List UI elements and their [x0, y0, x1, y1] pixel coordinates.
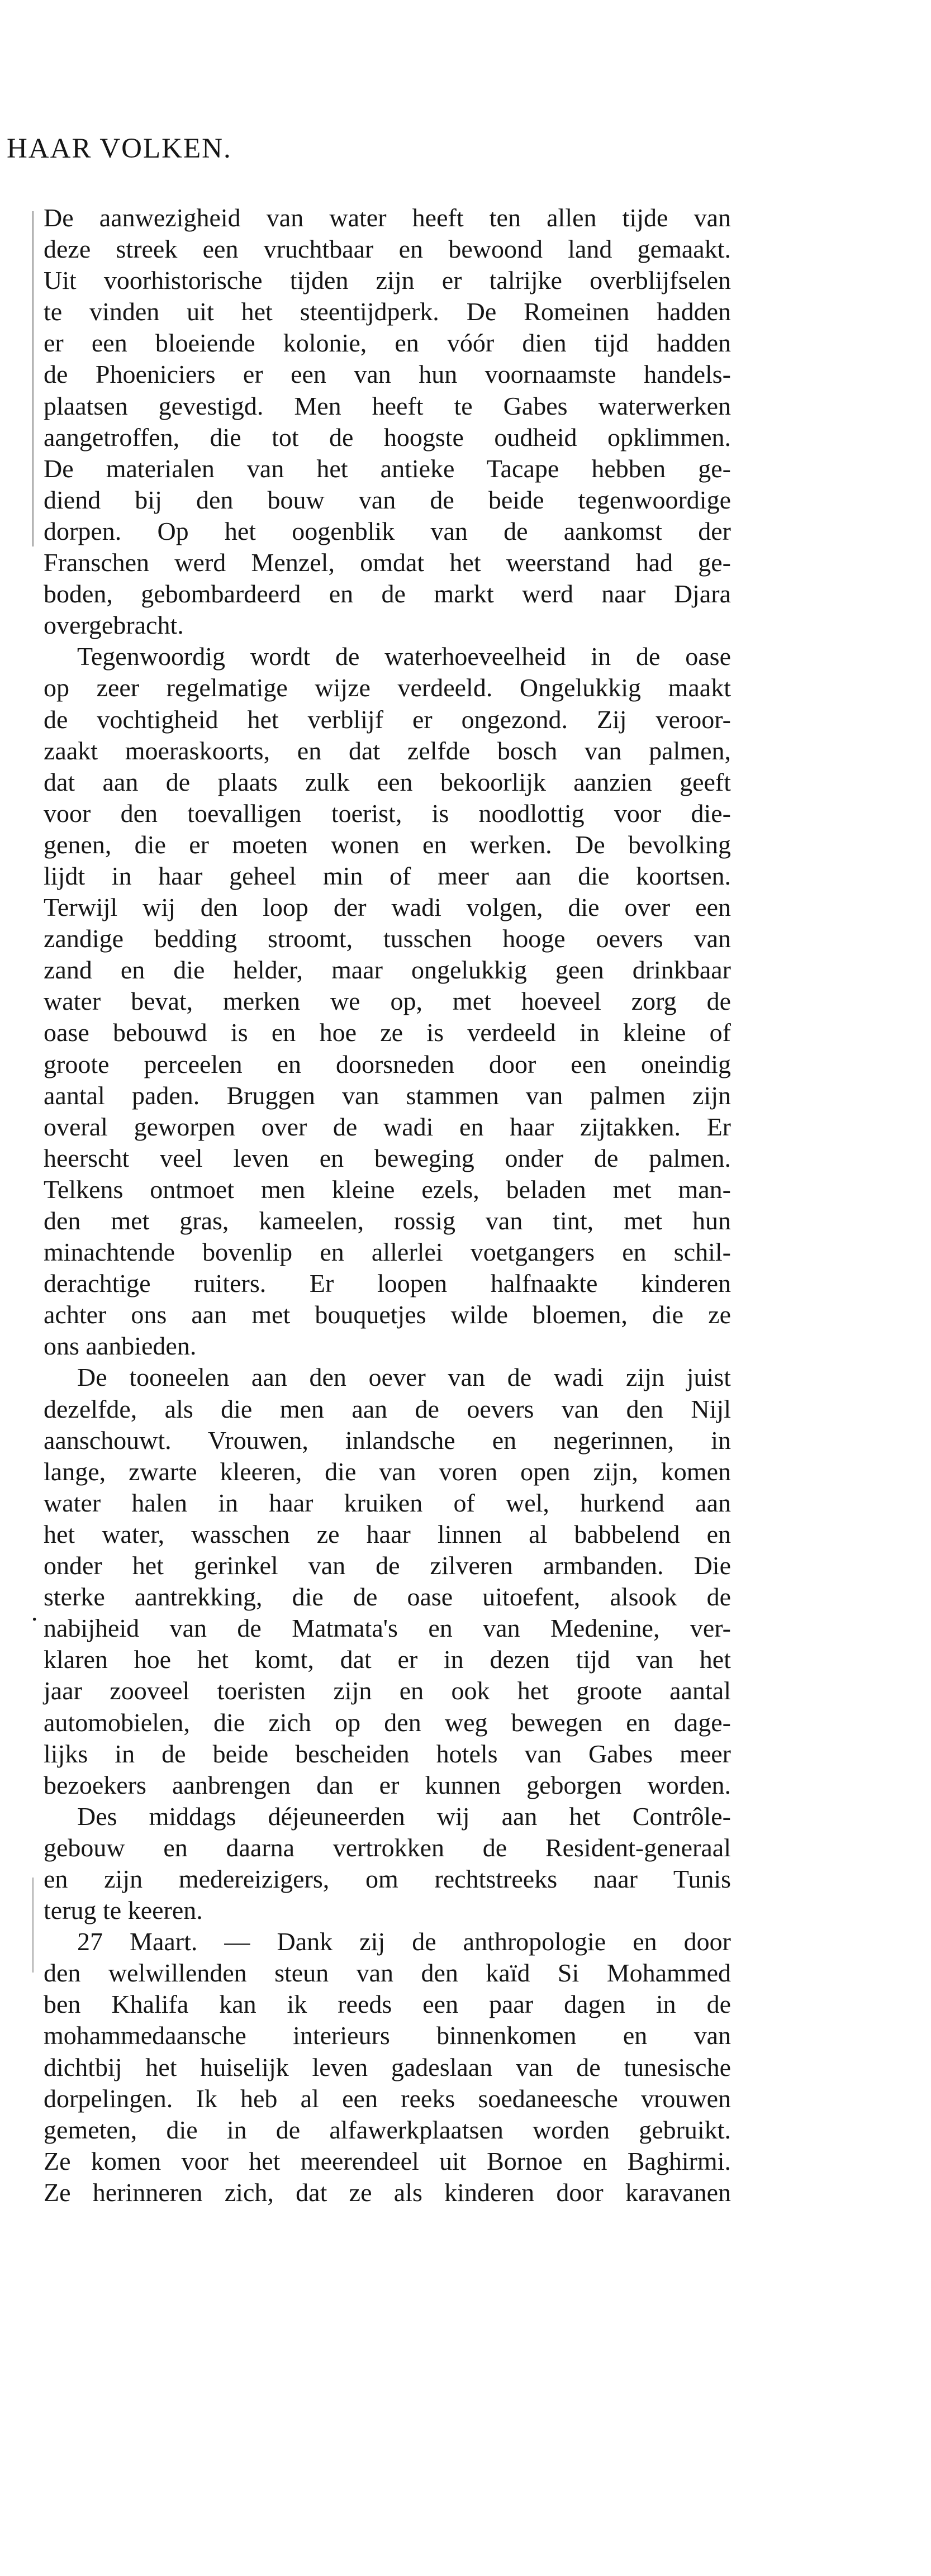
text-line: aangetroffen, die tot de hoogste oudheid opklimmen. — [44, 422, 731, 451]
text-line: gebouw en daarna vertrokken de Resident-generaal — [44, 1833, 731, 1862]
text-line: Ze komen voor het meerendeel uit Bornoe en Baghirmi. — [44, 2146, 731, 2175]
text-line: sterke aantrekking, die de oase uitoefent, alsook de — [44, 1582, 731, 1612]
text-line: aantal paden. Bruggen van stammen van palmen zijn — [44, 1081, 731, 1110]
text-line: genen, die er moeten wonen en werken. De bevolking — [44, 830, 731, 859]
text-line: dichtbij het huiselijk leven gadeslaan van de tunesische — [44, 2052, 731, 2081]
margin-speck: · — [30, 1605, 39, 1633]
text-line: Ze herinneren zich, dat ze als kinderen door karavanen — [44, 2178, 731, 2207]
text-line: plaatsen gevestigd. Men heeft te Gabes waterwerken — [44, 391, 731, 420]
text-line: De tooneelen aan den oever van de wadi zijn juist — [77, 1363, 731, 1392]
text-line: De materialen van het antieke Tacape hebben ge- — [44, 454, 731, 483]
text-line: gemeten, die in de alfawerkplaatsen worden gebruikt. — [44, 2115, 731, 2144]
text-line: Des middags déjeuneerden wij aan het Contrôle- — [77, 1802, 731, 1831]
text-line: lange, zwarte kleeren, die van voren open zijn, komen — [44, 1457, 731, 1486]
text-line: op zeer regelmatige wijze verdeeld. Ongelukkig maakt — [44, 673, 731, 702]
margin-rule — [32, 1878, 34, 1973]
text-line: er een bloeiende kolonie, en vóór dien tijd hadden — [44, 329, 731, 358]
text-line: minachtende bovenlip en allerlei voetgangers en schil- — [44, 1238, 731, 1267]
text-line: aanschouwt. Vrouwen, inlandsche en negerinnen, in — [44, 1425, 731, 1455]
text-line: heerscht veel leven en beweging onder de palmen. — [44, 1143, 731, 1172]
text-line: De aanwezigheid van water heeft ten allen tijde van — [44, 203, 731, 232]
text-line: groote perceelen en doorsneden door een oneindig — [44, 1049, 731, 1078]
text-line: en zijn medereizigers, om rechtstreeks naar Tunis — [44, 1864, 731, 1893]
text-line: terug te keeren. — [44, 1896, 203, 1925]
text-line: bezoekers aanbrengen dan er kunnen geborgen worden. — [44, 1770, 731, 1799]
text-line: den met gras, kameelen, rossig van tint, met hun — [44, 1206, 731, 1235]
text-line: Franschen werd Menzel, omdat het weerstand had ge- — [44, 548, 731, 577]
text-line: derachtige ruiters. Er loopen halfnaakte kinderen — [44, 1269, 731, 1298]
text-line: overgebracht. — [44, 611, 184, 640]
text-line: voor den toevalligen toerist, is noodlottig voor die- — [44, 799, 731, 828]
text-line: automobielen, die zich op den weg bewegen en dage- — [44, 1708, 731, 1737]
text-line: ben Khalifa kan ik reeds een paar dagen in de — [44, 1990, 731, 2019]
text-line: dezelfde, als die men aan de oevers van den Nijl — [44, 1394, 731, 1423]
text-line: lijks in de beide bescheiden hotels van Gabes meer — [44, 1739, 731, 1768]
text-line: het water, wasschen ze haar linnen al babbelend en — [44, 1519, 731, 1548]
text-line: overal geworpen over de wadi en haar zijtakken. Er — [44, 1112, 731, 1141]
text-line: klaren hoe het komt, dat er in dezen tijd van het — [44, 1645, 731, 1674]
text-line: 27 Maart. — Dank zij de anthropologie en door — [77, 1927, 731, 1956]
running-header: HAAR VOLKEN. — [7, 133, 232, 164]
text-line: onder het gerinkel van de zilveren armbanden. Die — [44, 1551, 731, 1580]
text-line: water halen in haar kruiken of wel, hurkend aan — [44, 1488, 731, 1517]
text-line: oase bebouwd is en hoe ze is verdeeld in kleine of — [44, 1018, 731, 1047]
text-line: water bevat, merken we op, met hoeveel zorg de — [44, 987, 731, 1016]
text-line: Telkens ontmoet men kleine ezels, beladen met man- — [44, 1175, 731, 1204]
text-line: achter ons aan met bouquetjes wilde bloemen, die ze — [44, 1300, 731, 1329]
text-line: zandige bedding stroomt, tusschen hooge oevers van — [44, 924, 731, 953]
margin-rule — [32, 211, 34, 546]
text-line: diend bij den bouw van de beide tegenwoordige — [44, 485, 731, 514]
text-line: Terwijl wij den loop der wadi volgen, die over een — [44, 893, 731, 922]
text-line: te vinden uit het steentijdperk. De Romeinen hadden — [44, 297, 731, 326]
text-line: ons aanbieden. — [44, 1332, 197, 1361]
text-line: Uit voorhistorische tijden zijn er talrijke overblijfselen — [44, 266, 731, 295]
text-line: zand en die helder, maar ongelukkig geen drinkbaar — [44, 956, 731, 985]
text-line: boden, gebombardeerd en de markt werd naar Djara — [44, 579, 731, 609]
text-line: deze streek een vruchtbaar en bewoond land gemaakt. — [44, 235, 731, 264]
text-line: dorpen. Op het oogenblik van de aankomst der — [44, 516, 731, 545]
text-line: nabijheid van de Matmata's en van Medenine, ver- — [44, 1614, 731, 1643]
body-text — [44, 202, 731, 2208]
text-line: dat aan de plaats zulk een bekoorlijk aanzien geeft — [44, 767, 731, 796]
text-line: den welwillenden steun van den kaïd Si Mohammed — [44, 1959, 731, 1988]
text-line: lijdt in haar geheel min of meer aan die koortsen. — [44, 861, 731, 890]
text-line: jaar zooveel toeristen zijn en ook het groote aantal — [44, 1676, 731, 1705]
text-line: de vochtigheid het verblijf er ongezond. Zij veroor- — [44, 705, 731, 734]
text-line: de Phoeniciers er een van hun voornaamste handels- — [44, 360, 731, 389]
text-line: mohammedaansche interieurs binnenkomen en van — [44, 2021, 731, 2050]
text-line: dorpelingen. Ik heb al een reeks soedaneesche vrouwen — [44, 2084, 731, 2113]
text-line: zaakt moeraskoorts, en dat zelfde bosch van palmen, — [44, 736, 731, 765]
text-line: Tegenwoordig wordt de waterhoeveelheid in de oase — [77, 642, 731, 671]
